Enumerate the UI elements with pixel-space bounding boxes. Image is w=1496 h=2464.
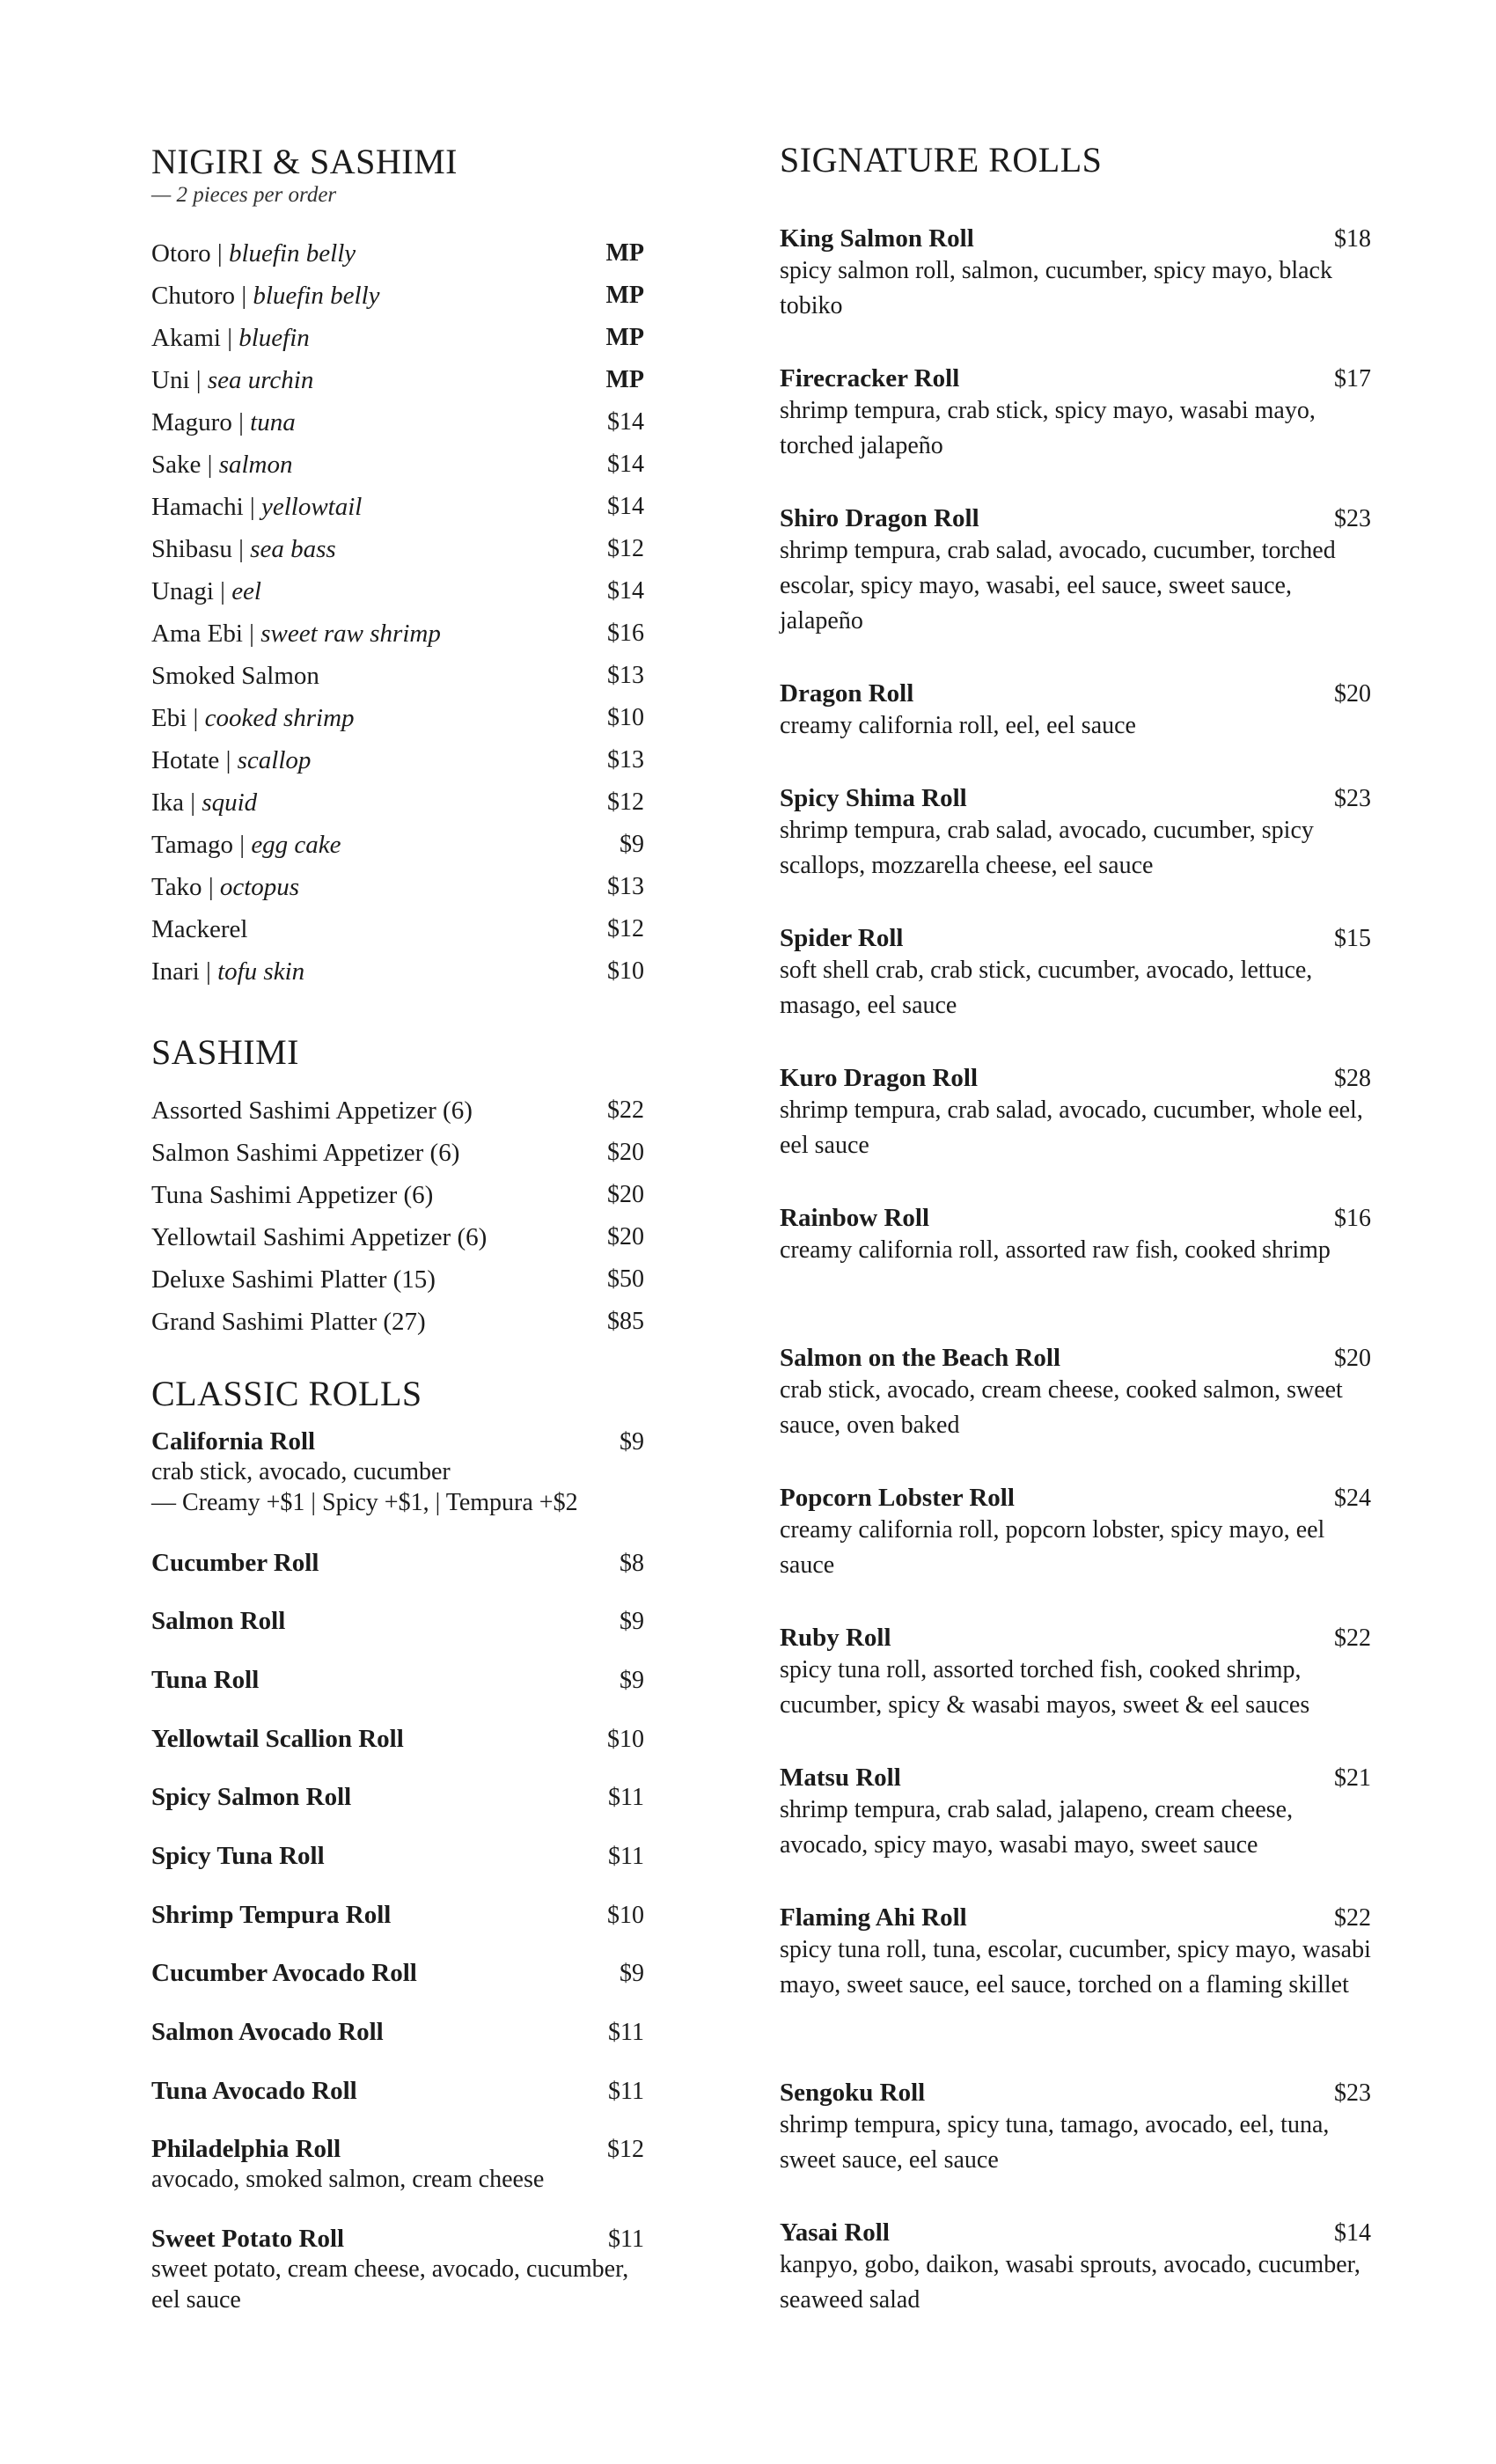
- roll-name: Shrimp Tempura Roll: [151, 1901, 392, 1929]
- roll-price: $24: [1334, 1485, 1371, 1512]
- item-name: Ama Ebi | sweet raw shrimp: [151, 619, 441, 648]
- roll-description: shrimp tempura, crab salad, avocado, cucumber, whole eel, eel sauce: [780, 1096, 1363, 1159]
- roll-description: crab stick, avocado, cream cheese, cooked salmon, sweet sauce, oven baked: [780, 1376, 1343, 1439]
- item-price: $14: [607, 408, 644, 436]
- item-price: MP: [605, 239, 644, 267]
- roll-item: [151, 2018, 644, 2047]
- roll-price: $11: [608, 2226, 644, 2253]
- roll-name: Shiro Dragon Roll: [780, 504, 979, 532]
- item-name: Chutoro | bluefin belly: [151, 281, 380, 310]
- roll-item: [151, 1842, 644, 1871]
- roll-item: [151, 1959, 644, 1988]
- roll-item: [151, 1725, 644, 1754]
- item-translation: sea bass: [250, 534, 336, 563]
- roll-description: crab stick, avocado, cucumber: [151, 1458, 451, 1485]
- roll-item: [780, 1344, 1371, 1443]
- roll-description: spicy tuna roll, assorted torched fish, cooked shrimp, cucumber, spicy & wasabi mayos, sweet & eel sauces: [780, 1656, 1310, 1719]
- roll-item: [780, 224, 1371, 324]
- roll-price: $9: [620, 1608, 644, 1635]
- roll-price: $22: [1334, 1624, 1371, 1652]
- item-name: Tamago | egg cake: [151, 830, 341, 859]
- roll-name: Sweet Potato Roll: [151, 2225, 345, 2253]
- roll-header: [780, 2079, 1371, 2108]
- roll-header: [780, 504, 1371, 533]
- roll-description: shrimp tempura, crab salad, avocado, cucumber, spicy scallops, mozzarella cheese, eel sauce: [780, 817, 1314, 879]
- roll-header: [151, 1959, 644, 1988]
- roll-header: [151, 1842, 644, 1871]
- item-price: $85: [607, 1308, 644, 1335]
- roll-price: $16: [1334, 1205, 1371, 1232]
- roll-price: $9: [620, 1960, 644, 1987]
- menu-item: [151, 532, 644, 567]
- item-name: Mackerel: [151, 914, 248, 943]
- item-name: Uni | sea urchin: [151, 365, 314, 394]
- roll-header: [780, 1903, 1371, 1932]
- roll-name: Cucumber Roll: [151, 1549, 319, 1577]
- roll-price: $9: [620, 1428, 644, 1456]
- item-price: $20: [607, 1223, 644, 1250]
- item-price: MP: [605, 282, 644, 309]
- roll-name: Tuna Roll: [151, 1666, 260, 1694]
- item-name: Ebi | cooked shrimp: [151, 703, 355, 732]
- roll-header: [780, 1764, 1371, 1793]
- roll-header: [780, 1484, 1371, 1513]
- roll-name: Salmon on the Beach Roll: [780, 1344, 1061, 1372]
- roll-description: creamy california roll, popcorn lobster, spicy mayo, eel sauce: [780, 1516, 1325, 1579]
- roll-item: [151, 1607, 644, 1636]
- item-name: Maguro | tuna: [151, 407, 296, 436]
- roll-price: $11: [608, 1843, 644, 1870]
- roll-header: [151, 2018, 644, 2047]
- roll-price: $28: [1334, 1065, 1371, 1092]
- roll-name: Spicy Shima Roll: [780, 784, 967, 812]
- item-price: $12: [607, 535, 644, 562]
- nigiri-title: NIGIRI & SASHIMI: [151, 142, 458, 181]
- roll-header: [151, 1427, 644, 1456]
- roll-header: [780, 679, 1371, 708]
- roll-name: Dragon Roll: [780, 679, 914, 708]
- roll-header: [780, 1344, 1371, 1373]
- roll-description: creamy california roll, assorted raw fish, cooked shrimp: [780, 1236, 1331, 1264]
- item-price: MP: [605, 324, 644, 351]
- roll-header: [780, 1064, 1371, 1093]
- item-name: Tako | octopus: [151, 872, 300, 901]
- roll-header: [151, 1549, 644, 1578]
- item-name: Otoro | bluefin belly: [151, 238, 356, 268]
- menu-item: [151, 278, 644, 313]
- roll-item: [780, 1903, 1371, 2003]
- roll-name: Kuro Dragon Roll: [780, 1064, 979, 1092]
- item-price: $16: [607, 620, 644, 647]
- roll-item: [780, 924, 1371, 1023]
- item-price: $10: [607, 704, 644, 731]
- roll-description: shrimp tempura, crab salad, avocado, cucumber, torched escolar, spicy mayo, wasabi, eel sauce, sweet sauce, jalapeño: [780, 537, 1336, 634]
- roll-description: soft shell crab, crab stick, cucumber, avocado, lettuce, masago, eel sauce: [780, 957, 1313, 1019]
- roll-description: shrimp tempura, crab stick, spicy mayo, wasabi mayo, torched jalapeño: [780, 397, 1316, 459]
- item-price: $13: [607, 662, 644, 689]
- item-name: Assorted Sashimi Appetizer (6): [151, 1096, 473, 1125]
- menu-item: [151, 869, 644, 905]
- roll-header: [151, 2225, 644, 2254]
- item-name: Grand Sashimi Platter (27): [151, 1307, 426, 1336]
- roll-name: Yasai Roll: [780, 2218, 890, 2247]
- roll-price: $20: [1334, 680, 1371, 708]
- menu-item: [151, 1177, 644, 1213]
- item-price: $12: [607, 915, 644, 942]
- roll-header: [780, 1204, 1371, 1233]
- item-translation: squid: [202, 788, 258, 817]
- menu-item: [151, 447, 644, 482]
- roll-item: [780, 1764, 1371, 1863]
- roll-price: $23: [1334, 785, 1371, 812]
- roll-item: [151, 1666, 644, 1695]
- item-price: $14: [607, 493, 644, 520]
- item-name: Akami | bluefin: [151, 323, 310, 352]
- item-name: Ika | squid: [151, 788, 258, 817]
- roll-description: sweet potato, cream cheese, avocado, cucumber, eel sauce: [151, 2255, 629, 2314]
- roll-header: [780, 1624, 1371, 1653]
- roll-name: Tuna Avocado Roll: [151, 2077, 357, 2105]
- menu-item: [151, 616, 644, 651]
- roll-description: avocado, smoked salmon, cream cheese: [151, 2166, 545, 2193]
- item-name: Smoked Salmon: [151, 661, 319, 690]
- roll-price: $11: [608, 1784, 644, 1811]
- roll-item: [780, 784, 1371, 884]
- item-name: Inari | tofu skin: [151, 957, 305, 986]
- roll-name: California Roll: [151, 1427, 316, 1456]
- menu-item: [151, 1220, 644, 1255]
- item-translation: sweet raw shrimp: [260, 619, 441, 648]
- roll-price: $9: [620, 1667, 644, 1694]
- roll-name: Sengoku Roll: [780, 2079, 926, 2107]
- menu-item: [151, 1304, 644, 1339]
- item-price: $20: [607, 1181, 644, 1208]
- item-name: Yellowtail Sashimi Appetizer (6): [151, 1222, 488, 1251]
- roll-price: $10: [607, 1902, 644, 1929]
- roll-name: Cucumber Avocado Roll: [151, 1959, 417, 1987]
- roll-header: [151, 2077, 644, 2106]
- roll-header: [151, 1666, 644, 1695]
- menu-item: [151, 236, 644, 271]
- item-translation: egg cake: [251, 830, 341, 859]
- item-translation: tuna: [250, 407, 296, 436]
- menu-item: [151, 1093, 644, 1128]
- menu-item: [151, 405, 644, 440]
- signature-rolls-title: SIGNATURE ROLLS: [780, 140, 1103, 180]
- roll-name: Spicy Tuna Roll: [151, 1842, 325, 1870]
- roll-item: [780, 679, 1371, 744]
- roll-name: King Salmon Roll: [780, 224, 974, 253]
- item-price: $10: [607, 957, 644, 985]
- roll-name: Salmon Avocado Roll: [151, 2018, 384, 2046]
- roll-price: $20: [1334, 1345, 1371, 1372]
- roll-header: [151, 1725, 644, 1754]
- roll-item: [780, 1484, 1371, 1583]
- menu-item: [151, 320, 644, 356]
- roll-item: [780, 364, 1371, 464]
- roll-price: $8: [620, 1550, 644, 1577]
- item-price: $50: [607, 1265, 644, 1293]
- roll-price: $10: [607, 1726, 644, 1753]
- menu-item: [151, 658, 644, 693]
- roll-price: $12: [607, 2136, 644, 2163]
- roll-price: $21: [1334, 1764, 1371, 1792]
- menu-item: [151, 912, 644, 947]
- roll-item: [780, 504, 1371, 639]
- roll-header: [151, 1783, 644, 1812]
- roll-name: Salmon Roll: [151, 1607, 286, 1635]
- item-name: Salmon Sashimi Appetizer (6): [151, 1138, 460, 1167]
- roll-item: [151, 1901, 644, 1930]
- item-price: $9: [620, 831, 644, 858]
- item-translation: eel: [231, 576, 261, 605]
- nigiri-note: — 2 pieces per order: [151, 183, 337, 207]
- item-price: MP: [605, 366, 644, 393]
- roll-description: spicy tuna roll, tuna, escolar, cucumber, spicy mayo, wasabi mayo, sweet sauce, eel sauce, torched on a flaming skillet: [780, 1936, 1371, 1998]
- menu-item: [151, 785, 644, 820]
- item-translation: bluefin belly: [253, 281, 380, 310]
- roll-header: [780, 224, 1371, 253]
- roll-item: [780, 1624, 1371, 1723]
- item-price: $14: [607, 577, 644, 605]
- item-translation: scallop: [237, 745, 312, 774]
- item-name: Hotate | scallop: [151, 745, 312, 774]
- roll-item: [151, 2077, 644, 2106]
- menu-item: [151, 954, 644, 989]
- item-name: Unagi | eel: [151, 576, 261, 605]
- item-translation: cooked shrimp: [204, 703, 355, 732]
- roll-item: [151, 1549, 644, 1578]
- roll-price: $11: [608, 2078, 644, 2105]
- roll-name: Popcorn Lobster Roll: [780, 1484, 1015, 1512]
- roll-name: Ruby Roll: [780, 1624, 891, 1652]
- menu-item: [151, 574, 644, 609]
- roll-price: $15: [1334, 925, 1371, 952]
- item-name: Sake | salmon: [151, 450, 293, 479]
- menu-item: [151, 1262, 644, 1297]
- roll-item: [151, 2225, 644, 2315]
- roll-header: [780, 784, 1371, 813]
- classic-rolls-title: CLASSIC ROLLS: [151, 1374, 422, 1413]
- roll-header: [151, 1901, 644, 1930]
- item-name: Hamachi | yellowtail: [151, 492, 363, 521]
- item-translation: bluefin belly: [228, 238, 356, 268]
- menu-item: [151, 489, 644, 524]
- item-translation: octopus: [219, 872, 300, 901]
- roll-description: shrimp tempura, crab salad, jalapeno, cream cheese, avocado, spicy mayo, wasabi mayo, sweet sauce: [780, 1796, 1294, 1859]
- roll-item: [151, 1783, 644, 1812]
- roll-price: $22: [1334, 1904, 1371, 1932]
- roll-description: creamy california roll, eel, eel sauce: [780, 712, 1136, 739]
- roll-name: Matsu Roll: [780, 1764, 901, 1792]
- item-price: $13: [607, 873, 644, 900]
- roll-description: shrimp tempura, spicy tuna, tamago, avocado, eel, tuna, sweet sauce, eel sauce: [780, 2111, 1330, 2174]
- roll-name: Rainbow Roll: [780, 1204, 930, 1232]
- roll-price: $23: [1334, 2079, 1371, 2107]
- sashimi-title: SASHIMI: [151, 1032, 299, 1072]
- menu-item: [151, 363, 644, 398]
- menu-item: [151, 1135, 644, 1170]
- roll-item: [780, 2079, 1371, 2178]
- item-price: $14: [607, 451, 644, 478]
- item-translation: yellowtail: [260, 492, 363, 521]
- item-name: Tuna Sashimi Appetizer (6): [151, 1180, 434, 1209]
- roll-header: [151, 2135, 644, 2164]
- item-translation: bluefin: [238, 323, 310, 352]
- roll-description: kanpyo, gobo, daikon, wasabi sprouts, avocado, cucumber, seaweed salad: [780, 2251, 1360, 2314]
- roll-item: [151, 1427, 644, 1518]
- item-translation: sea urchin: [207, 365, 314, 394]
- menu-item: [151, 700, 644, 736]
- item-price: $12: [607, 788, 644, 816]
- roll-price: $11: [608, 2019, 644, 2046]
- item-price: $20: [607, 1139, 644, 1166]
- roll-header: [780, 2218, 1371, 2248]
- roll-name: Flaming Ahi Roll: [780, 1903, 967, 1932]
- menu-item: [151, 743, 644, 778]
- roll-description: spicy salmon roll, salmon, cucumber, spicy mayo, black tobiko: [780, 257, 1332, 319]
- menu-item: [151, 827, 644, 862]
- roll-options: — Creamy +$1 | Spicy +$1, | Tempura +$2: [151, 1489, 578, 1516]
- item-price: $22: [607, 1096, 644, 1124]
- item-translation: salmon: [218, 450, 293, 479]
- item-name: Shibasu | sea bass: [151, 534, 336, 563]
- item-price: $13: [607, 746, 644, 774]
- roll-price: $14: [1334, 2219, 1371, 2247]
- roll-item: [151, 2135, 644, 2195]
- roll-price: $17: [1334, 365, 1371, 392]
- item-translation: tofu skin: [217, 957, 305, 986]
- roll-price: $23: [1334, 505, 1371, 532]
- roll-item: [780, 2218, 1371, 2318]
- roll-name: Spider Roll: [780, 924, 904, 952]
- roll-item: [780, 1204, 1371, 1268]
- roll-name: Yellowtail Scallion Roll: [151, 1725, 404, 1753]
- roll-price: $18: [1334, 225, 1371, 253]
- roll-name: Philadelphia Roll: [151, 2135, 341, 2163]
- roll-header: [151, 1607, 644, 1636]
- item-name: Deluxe Sashimi Platter (15): [151, 1265, 436, 1294]
- roll-header: [780, 924, 1371, 953]
- roll-header: [780, 364, 1371, 393]
- roll-name: Spicy Salmon Roll: [151, 1783, 352, 1811]
- roll-item: [780, 1064, 1371, 1163]
- roll-name: Firecracker Roll: [780, 364, 960, 392]
